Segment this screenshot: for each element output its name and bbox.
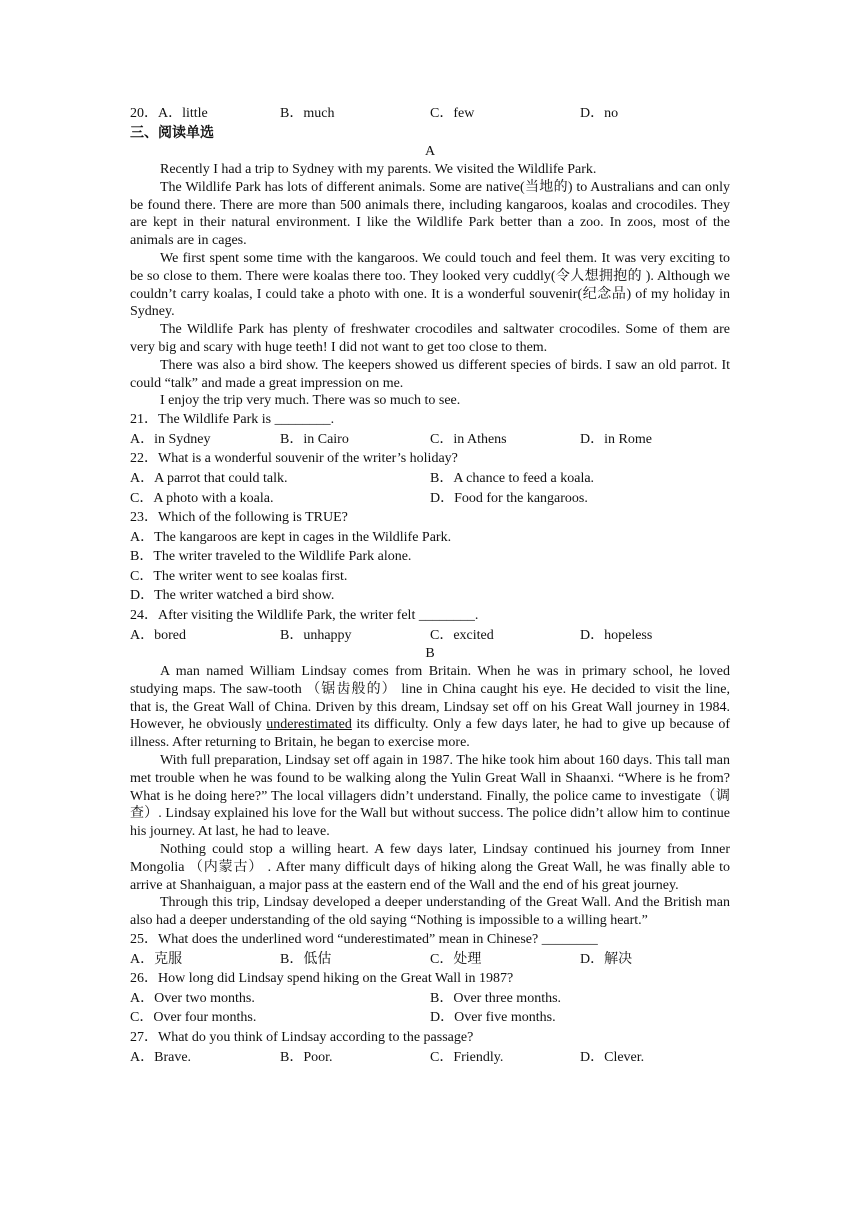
q22-option-c: C．A photo with a koala. <box>130 490 274 506</box>
q22-option-b: B．A chance to feed a koala. <box>430 470 595 486</box>
q22-option-a: A．A parrot that could talk. <box>130 470 288 486</box>
question-25-options <box>130 950 730 970</box>
section-heading: 三、阅读单选 <box>130 125 214 141</box>
q24-option-c: C．excited <box>430 627 494 643</box>
q26-option-a: A．Over two months. <box>130 990 255 1006</box>
question-24-options <box>130 626 730 646</box>
question-20 <box>130 104 730 124</box>
question-22-stem: 22．What is a wonderful souvenir of the writer’s holiday? <box>130 451 458 467</box>
passage-b-label: B <box>425 646 435 662</box>
passage-a-paragraph-4: The Wildlife Park has plenty of freshwater crocodiles and saltwater crocodiles. Some of them are very big and scary with huge teeth! I did not want to get too close to them. <box>130 322 730 355</box>
q23-option-c: C．The writer went to see koalas first. <box>130 568 348 584</box>
passage-b-paragraph-2: With full preparation, Lindsay set off again in 1987. The hike took him about 160 days. This tall man met trouble when he was found to be walking along the Yulin Great Wall in Shaanxi. “Where is he from? What is he doing here?” The local villagers didn’t understand. Finally, the police came to investigate（调查）. Lindsay explained his love for the Wall but without success. The police didn’t allow him to continue his journey. At last, he had to leave. <box>130 753 730 840</box>
q24-option-d: D．hopeless <box>580 627 653 643</box>
q20-option-a: 20．A．little <box>130 106 208 121</box>
q24-option-a: A．bored <box>130 627 186 643</box>
q20-option-c: C．few <box>430 106 475 121</box>
passage-b-paragraph-1: A man named William Lindsay comes from Britain. When he was in primary school, he loved studying maps. The saw-tooth （锯齿般的） line in China caught his eye. He decided to visit the line, that is, the Great Wall of China. Driven by this dream, Lindsay set off on his Great Wall journey in 1984. However, he obviously underestimated its difficulty. Only a few days later, he had to give up because of illness. After returning to Britain, he began to exercise more. <box>130 664 730 751</box>
q25-option-b: B．低估 <box>280 951 332 967</box>
question-22-options-row-2 <box>130 489 730 509</box>
q23-option-a: A．The kangaroos are kept in cages in the Wildlife Park. <box>130 529 452 545</box>
question-21-stem: 21．The Wildlife Park is ________. <box>130 412 335 428</box>
passage-b-paragraph-4: Through this trip, Lindsay developed a deeper understanding of the Great Wall. And the British man also had a deeper understanding of the old saying “Nothing is impossible to a willing heart.” <box>130 895 730 929</box>
passage-a-paragraph-6: I enjoy the trip very much. There was so much to see. <box>160 393 461 409</box>
passage-a-paragraph-1: Recently I had a trip to Sydney with my parents. We visited the Wildlife Park. <box>160 161 597 177</box>
passage-a-paragraph-5: There was also a bird show. The keepers showed us different species of birds. I saw an old parrot. It could “talk” and made a great impression on me. <box>130 357 730 391</box>
passage-a-paragraph-3: We first spent some time with the kangaroos. We could touch and feel them. It was very exciting to be so close to them. There were koalas there too. They looked very cuddly(令人想拥抱的 ). Although we couldn’t carry koalas, I could take a photo with one. It is a wonderful souvenir(纪念品) of my holiday in Sydney. <box>130 250 730 320</box>
q27-option-d: D．Clever. <box>580 1049 645 1065</box>
q20-option-d: D．no <box>580 106 619 121</box>
q21-option-c: C．in Athens <box>430 431 507 447</box>
q25-option-a: A．克服 <box>130 951 183 967</box>
passage-b-paragraph-3: Nothing could stop a willing heart. A few days later, Lindsay continued his journey from Inner Mongolia （内蒙古） . After many difficult days of hiking along the Great Wall, he was finally able to arrive at Shanhaiguan, a major pass at the eastern end of the Wall and the end of his great journey. <box>130 842 730 893</box>
underlined-word: underestimated <box>266 717 352 733</box>
q26-option-d: D．Over five months. <box>430 1010 556 1026</box>
question-24-stem: 24．After visiting the Wildlife Park, the writer felt ________. <box>130 608 479 624</box>
question-27-options <box>130 1048 730 1068</box>
q21-option-a: A．in Sydney <box>130 431 211 447</box>
q23-option-b: B．The writer traveled to the Wildlife Park alone. <box>130 549 412 565</box>
q25-option-c: C．处理 <box>430 951 482 967</box>
question-26-options-row-1 <box>130 989 730 1009</box>
question-26-options-row-2 <box>130 1008 730 1028</box>
q26-option-b: B．Over three months. <box>430 990 562 1006</box>
question-26-stem: 26．How long did Lindsay spend hiking on the Great Wall in 1987? <box>130 971 514 987</box>
question-27-stem: 27．What do you think of Lindsay according to the passage? <box>130 1029 474 1045</box>
question-25-stem: 25．What does the underlined word “underestimated” mean in Chinese? ________ <box>130 932 598 948</box>
q21-option-d: D．in Rome <box>580 431 652 447</box>
question-22-options-row-1 <box>130 469 730 489</box>
q20-option-b: B．much <box>280 106 335 121</box>
exam-page <box>130 104 730 1067</box>
question-21-options <box>130 430 730 450</box>
passage-a-label: A <box>424 144 436 160</box>
q25-option-d: D．解决 <box>580 951 633 967</box>
q24-option-b: B．unhappy <box>280 627 352 643</box>
q26-option-c: C．Over four months. <box>130 1010 257 1026</box>
q27-option-a: A．Brave. <box>130 1049 192 1065</box>
question-23-stem: 23．Which of the following is TRUE? <box>130 510 348 526</box>
q27-option-b: B．Poor. <box>280 1049 333 1065</box>
q21-option-b: B．in Cairo <box>280 431 349 447</box>
q23-option-d: D．The writer watched a bird show. <box>130 588 335 604</box>
q27-option-c: C．Friendly. <box>430 1049 504 1065</box>
passage-a-paragraph-2: The Wildlife Park has lots of different animals. Some are native(当地的) to Australians and can only be found there. There are more than 500 animals there, including kangaroos, koalas and crocodiles. They are kept in their natural environment. I like the Wildlife Park better than a zoo. In zoos, most of the animals are in cages. <box>130 179 730 249</box>
q22-option-d: D．Food for the kangaroos. <box>430 490 588 506</box>
